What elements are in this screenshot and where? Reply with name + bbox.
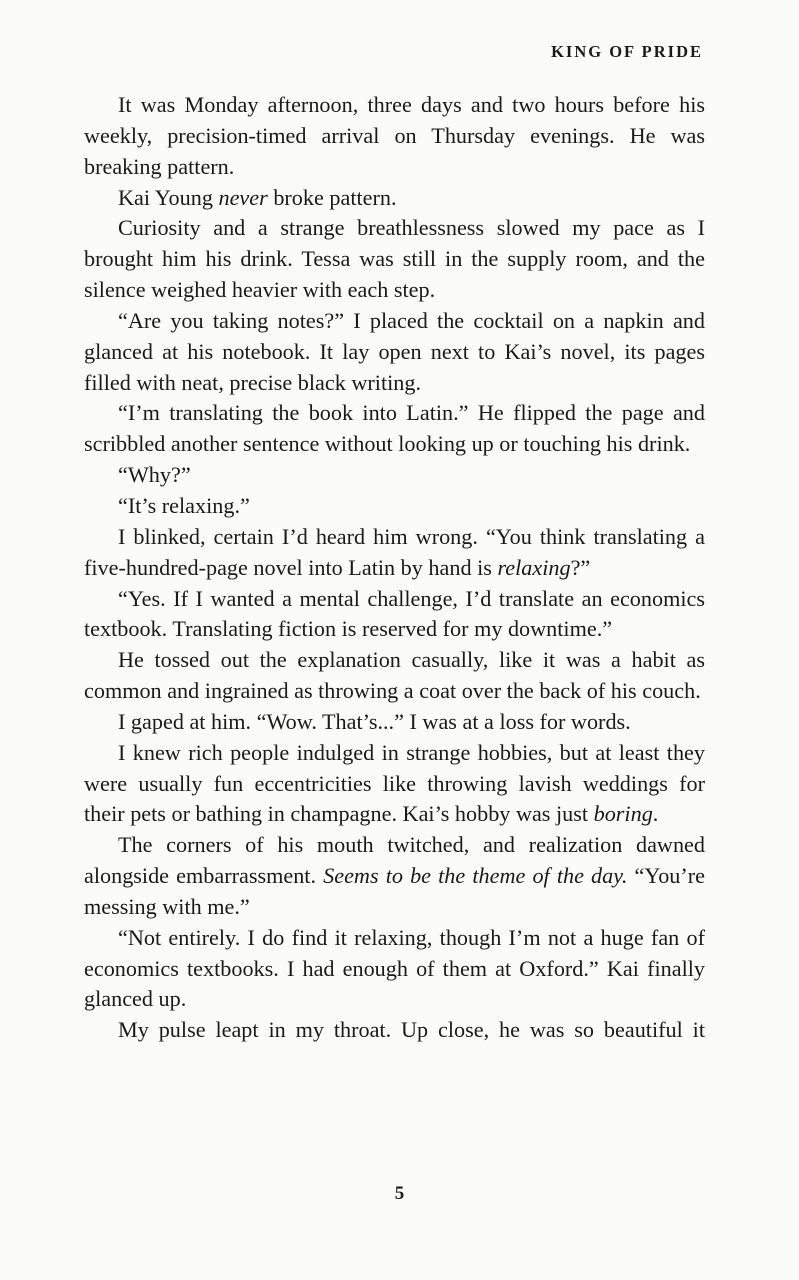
paragraph [84, 584, 705, 646]
paragraph-text: It was Monday afternoon, three days and two hours before his weekly, precision-timed arrival on Thursday evenings. He was breaking pattern. [84, 92, 705, 179]
paragraph [84, 460, 705, 491]
emphasis-text: never [218, 184, 268, 210]
emphasis-text: relaxing [497, 554, 571, 580]
paragraph-text: My pulse leapt in my throat. Up close, he was so beautiful it [118, 1017, 705, 1043]
paragraph [84, 522, 705, 584]
paragraph-text: I gaped at him. “Wow. That’s...” I was at a loss for words. [118, 708, 631, 734]
paragraph [84, 707, 705, 738]
paragraph [84, 213, 705, 306]
running-head-title: KING OF PRIDE [551, 42, 703, 61]
paragraph-text: “Are you taking notes?” I placed the cocktail on a napkin and glanced at his notebook. It lay open next to Kai’s novel, its pages filled with neat, precise black writing. [84, 307, 705, 395]
paragraph-text: “Yes. If I wanted a mental challenge, I’d translate an economics textbook. Translating fiction is reserved for my downtime.” [84, 585, 705, 642]
paragraph-text: Kai Young [118, 184, 219, 210]
paragraph-text: “Why?” [118, 462, 191, 488]
paragraph [84, 923, 705, 1016]
paragraph-last-line [84, 1015, 705, 1046]
paragraph-text: I blinked, certain I’d heard him wrong. “You think translating a five-hundred-page novel into Latin by hand is [84, 523, 705, 580]
paragraph-text: Curiosity and a strange breathlessness slowed my pace as I brought him his drink. Tessa was still in the supply room, and the silence weighed heavier with each step. [84, 215, 705, 303]
paragraph-text: ?” [570, 554, 591, 580]
paragraph [84, 830, 705, 923]
paragraph-text: He tossed out the explanation casually, like it was a habit as common and ingrained as throwing a coat over the back of his couch. [84, 647, 705, 704]
paragraph [84, 491, 705, 522]
paragraph-text: The corners of his mouth twitched, and realization dawned alongside embarrassment. [84, 832, 705, 889]
paragraph-text: I knew rich people indulged in strange hobbies, but at least they were usually fun eccentricities like throwing lavish weddings for their pets or bathing in champagne. Kai’s hobby was just [84, 739, 705, 827]
paragraph-text: “It’s relaxing.” [118, 492, 250, 518]
paragraph-text: . [652, 801, 659, 827]
paragraph [84, 738, 705, 831]
paragraph [84, 398, 705, 460]
paragraph-text: “Not entirely. I do find it relaxing, though I’m not a huge fan of economics textbooks. I had enough of them at Oxford.” Kai finally glanced up. [84, 924, 705, 1012]
page-number: 5 [394, 1183, 405, 1204]
paragraph [84, 645, 705, 707]
paragraph-text: “You’re messing with me.” [84, 863, 706, 919]
paragraph [84, 306, 705, 399]
paragraph [84, 90, 705, 183]
emphasis-text: Seems to be the theme of the day. [323, 863, 628, 889]
emphasis-text: boring [593, 801, 653, 827]
paragraph-text: “I’m translating the book into Latin.” He flipped the page and scribbled another sentence without looking up or touching his drink. [84, 400, 705, 457]
body-text [84, 90, 705, 1046]
paragraph [84, 183, 705, 214]
paragraph-text: broke pattern. [267, 184, 397, 210]
